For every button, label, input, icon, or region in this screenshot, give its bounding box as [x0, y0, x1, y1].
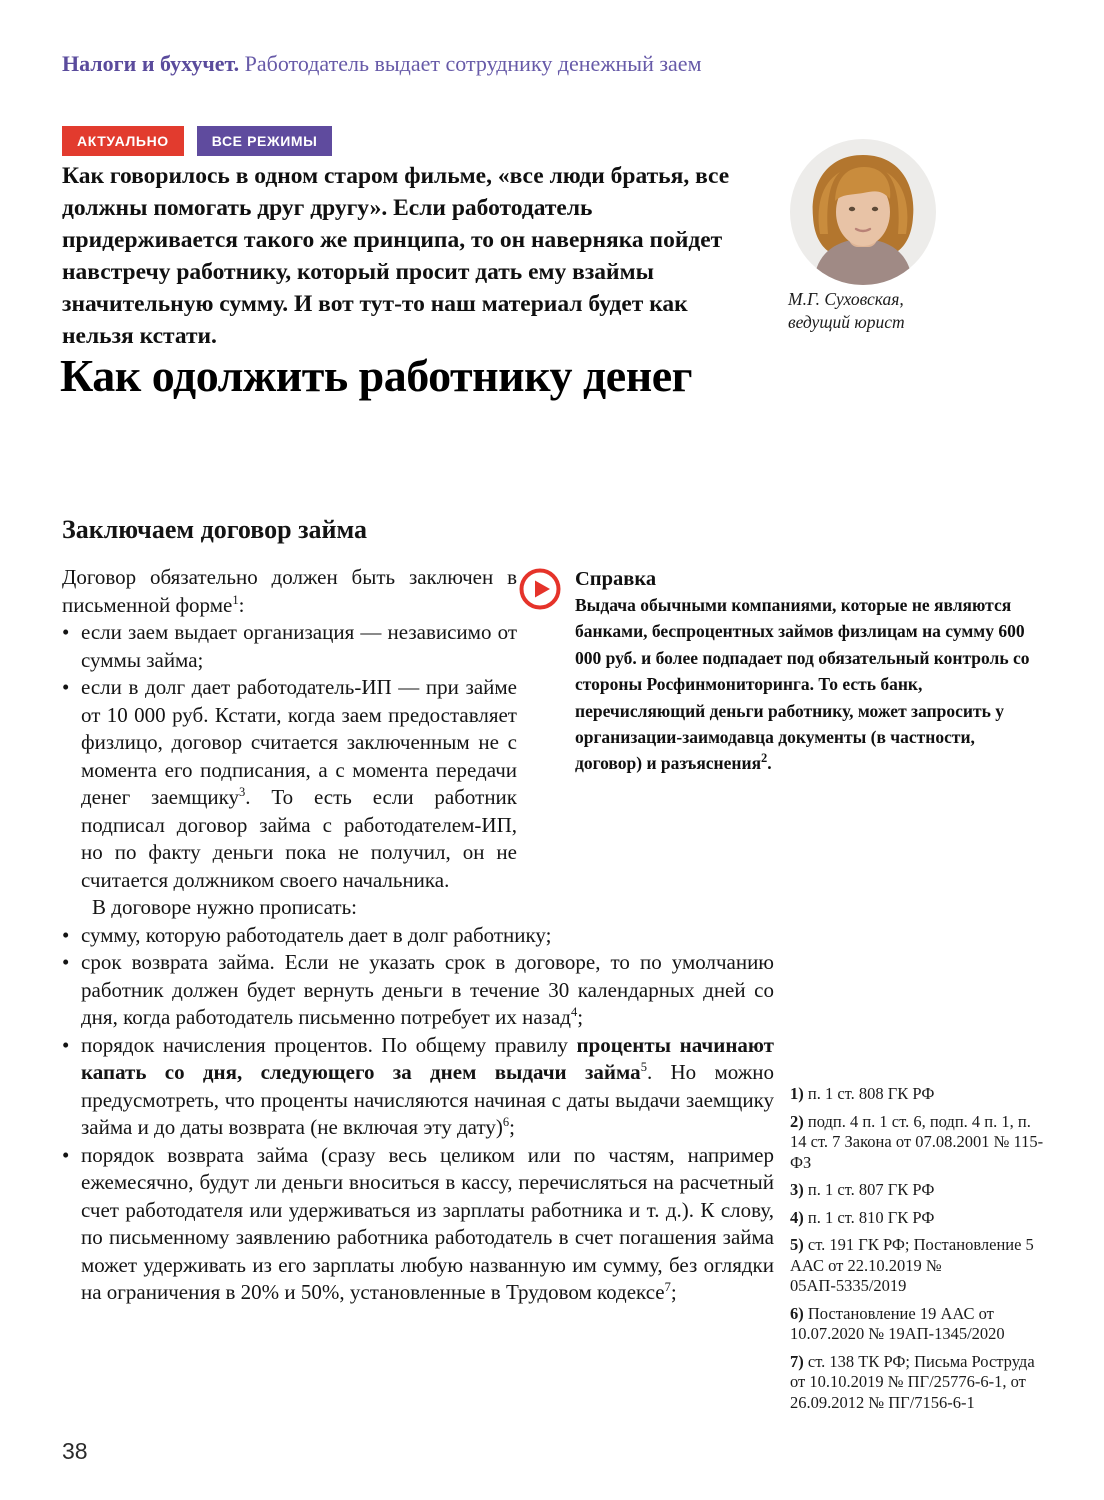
footnote-7: 7) ст. 138 ТК РФ; Письма Роструда от 10.10.2019 № ПГ/25776-6-1, от 26.09.2012 № ПГ/7156-6-1: [790, 1351, 1035, 1412]
page-kicker: [62, 50, 1042, 78]
footnote-ref-4: 4: [570, 1005, 578, 1019]
list-item: • порядок начисления процентов. По общему правилу проценты начинают капать со дня, следующего за днем выдачи займа$^5$. Но можно предусмотреть, что проценты начисляются начиная с даты выдачи заемщику займа и до даты возврата (не включая эту дату)$^6$;: [62, 1032, 774, 1142]
list-item: • срок возврата займа. Если не указать срок в договоре, то по умолчанию работник должен будет вернуть деньги в течение 30 календарных дней со дня, когда работодатель письменно потребует их назад$^4$;: [62, 949, 774, 1032]
list-item: • порядок возврата займа (сразу весь целиком или по частям, например ежемесячно, будут ли деньги вноситься в кассу, перечисляться на расчетный счет работодателя или удерживаться из зарплаты работника и т. д.). К слову, по письменному заявлению работника работодатель в счет погашения займа может удерживать из его зарплаты любую названную им сумму, без оглядки на ограничения в 20% и 50%, установленные в Трудовом кодексе$^7$;: [62, 1142, 774, 1307]
footnotes-column: [790, 1084, 1048, 1420]
paragraph-contract-form: Договор обязательно должен быть заключен в письменной форме$^1$:: [62, 565, 517, 617]
footnote-ref-2: 2: [761, 751, 768, 766]
author-role: ведущий юрист: [788, 312, 905, 332]
contract-terms-list: [62, 922, 774, 1307]
page-number: 38: [62, 1438, 88, 1464]
footnote-ref-1: 1: [232, 592, 239, 607]
play-icon: [519, 568, 561, 610]
article-lead: Как говорилось в одном старом фильме, «все люди братья, все должны помогать друг другу». Если работодатель придерживается такого же принципа, то он наверняка пойдет навстречу работнику, который просит дать ему взаймы значительную сумму. И вот тут-то наш материал будет как нельзя кстати.: [62, 163, 730, 349]
footnote-ref-5: 5: [640, 1060, 647, 1074]
author-photo: [790, 139, 936, 285]
sidebar-note-spacer: [517, 564, 1030, 842]
badge-all-regimes: ВСЕ РЕЖИМЫ: [197, 126, 333, 156]
footnote-4: 4) п. 1 ст. 810 ГК РФ: [790, 1207, 935, 1227]
sidebar-note: [517, 566, 1035, 777]
footnote-ref-6: 6: [502, 1115, 510, 1129]
list-item: • если в долг дает работодатель-ИП — при займе от 10 000 руб. Кстати, когда заем предоставляет физлицо, договор считается заключенным не с момента его подписания, а с момента передачи денег заемщику$^3$. То есть если работник подписал договор займа с работодателем-ИП, но по факту деньги пока не получил, он не считается должником своего начальника.: [62, 674, 774, 894]
badge-row: [62, 126, 332, 156]
sidebar-note-heading: Справка: [575, 568, 657, 590]
section-heading: Заключаем договор займа: [62, 515, 368, 544]
kicker-topic: Работодатель выдает сотруднику денежный заем: [244, 51, 702, 76]
footnote-6: 6) Постановление 19 ААС от 10.07.2020 № 19АП-1345/2020: [790, 1303, 1005, 1343]
list-item: • если заем выдает организация — независимо от суммы займа;: [62, 619, 774, 674]
kicker-section-label: Налоги и бухучет.: [62, 51, 240, 76]
footnote-5: 5) ст. 191 ГК РФ; Постановление 5 ААС от 22.10.2019 № 05АП-5335/2019: [790, 1235, 1034, 1295]
sidebar-note-body: Выдача обычными компаниями, которые не являются банками, беспроцентных займов физлицам на сумму 600 000 руб. и более подпадает под обязательный контроль со стороны Росфинмониторинга. То есть банк, перечисляющий деньги работнику, может запросить у организации-заимодавца документы (в частности, договор) и разъяснения$^2$.: [575, 595, 1030, 774]
sidebar-note-content: [575, 566, 1035, 777]
author-caption: [788, 288, 1028, 334]
article-title: Как одолжить работнику денег: [60, 350, 692, 401]
footnote-3: 3) п. 1 ст. 807 ГК РФ: [790, 1180, 935, 1199]
author-portrait-illustration: [790, 139, 936, 285]
author-name: М.Г. Суховская,: [788, 289, 904, 309]
footnote-ref-3: 3: [239, 785, 246, 799]
paragraph-contract-terms-intro: В договоре нужно прописать:: [92, 895, 357, 919]
badge-actual: АКТУАЛЬНО: [62, 126, 184, 156]
footnote-1: 1) п. 1 ст. 808 ГК РФ: [790, 1084, 935, 1103]
footnote-ref-7: 7: [664, 1280, 671, 1294]
list-item: • сумму, которую работодатель дает в долг работнику;: [62, 922, 774, 950]
footnote-2: 2) подп. 4 п. 1 ст. 6, подп. 4 п. 1, п. 14 ст. 7 Закона от 07.08.2001 № 115-ФЗ: [790, 1111, 1044, 1172]
